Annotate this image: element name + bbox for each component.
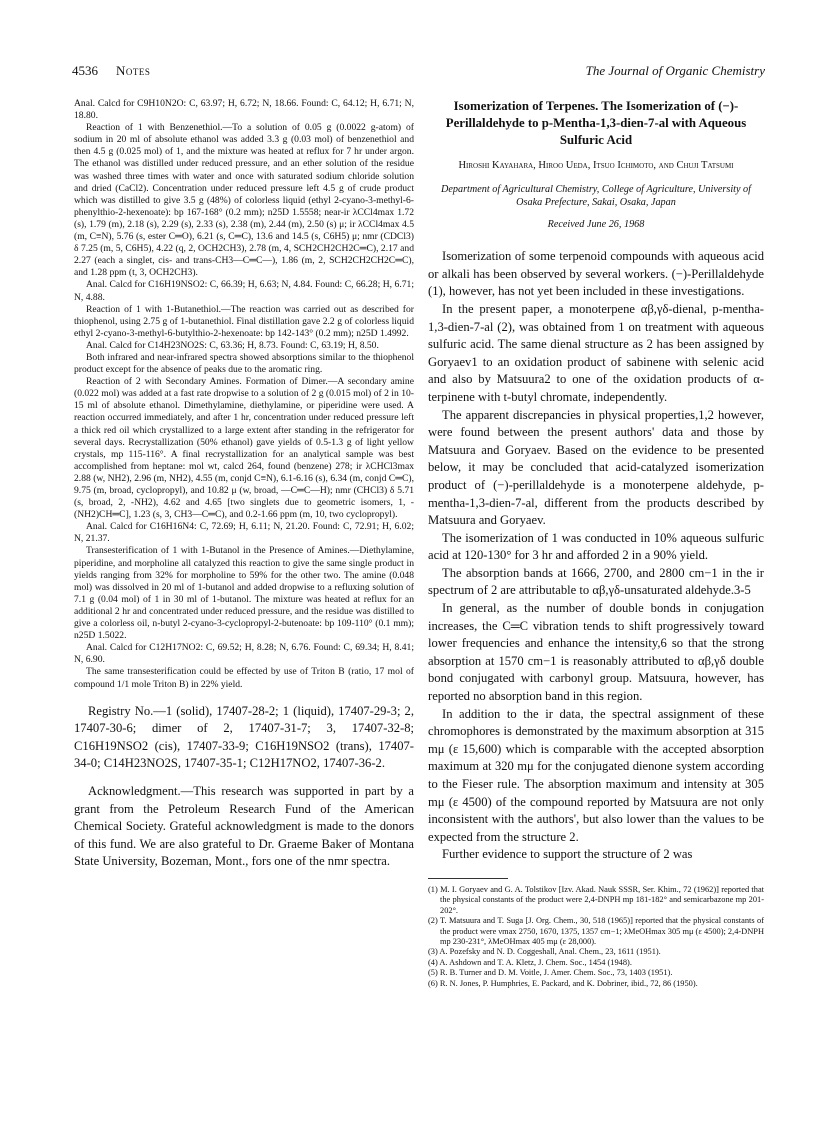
article-title: Isomerization of Terpenes. The Isomerization of (−)-Perillaldehyde to p-Mentha-1,3-dien-7-al with Aqueous Sulfuric Acid [445, 99, 747, 147]
body-paragraph: Further evidence to support the structure of 2 was [442, 847, 693, 862]
article-body [428, 248, 764, 864]
page-number: 4536 [72, 63, 98, 78]
analysis-paragraph: Anal. Calcd for C12H17NO2: C, 69.52; H, 8.28; N, 6.76. Found: C, 69.34; H, 8.41; N, 6.90. [74, 642, 414, 666]
right-column [428, 98, 764, 989]
footnote: (2) T. Matsuura and T. Suga [J. Org. Chem., 30, 518 (1965)] reported that the physical constants of the product were νmax 2750, 1670, 1375, 1357 cm−1; λMeOHmax 305 mμ (ε 4500); 2,4-DNPH mp 230-231°, λMeOHmax 405 mμ (ε 28,000). [428, 916, 764, 946]
registry-text: Registry No.—1 (solid), 17407-28-2; 1 (liquid), 17407-29-3; 2, 17407-30-6; dimer of 2, 17407-31-7; 3, 17407-32-8; C16H19NSO2 (cis), 17407-33-9; C16H19NSO2 (trans), 17407-34-0; C14H23NO2S, 17407-35-1; C12H17NO2, 17407-36-2. [74, 703, 414, 771]
body-paragraph: The apparent discrepancies in physical properties,1,2 however, were found between the present authors' data and those by Matsuura and Goryaev. Based on the evidence to be presented below, it may be concluded that acid-catalyzed isomerization product of (−)-perillaldehyde is a monoterpene aldehyde, p-mentha-1,3-dien-7-al, different from the products described by Matsuura and Goryaev. [428, 407, 764, 528]
experimental-paragraph: Reaction of 2 with Secondary Amines. Formation of Dimer.—A secondary amine (0.022 mol) was added at a fast rate dropwise to a solution of 2 g (0.015 mol) of 2 in 10-15 ml of absolute ethanol. Dimethylamine, diethylamine, or piperidine were used. A reaction occurred immediately, and after 1 hr, concentration under reduced pressure left a thick red oil which crystallized to a large extent after standing in the refrigerator for several days. Recrystallization (50% ethanol) gave yields of 0.5-1.3 g of light yellow crystals, mp 115-116°. A final recrystallization for an analytical sample was best accomplished from heptane: mol wt, calcd 264, found (benzene) 278; ir λCHCl3max 2.88 (w, NH2), 2.96 (m, NH2), 4.55 (m, conjd C≡N), 6.1-6.16 (s), 6.34 (m, conjd C═C), 9.75 (m, broad, cyclopropyl), and 10.82 μ (w, broad, —C═C—H); nmr (CHCl3) δ 5.71 (s, broad, 2, -NH2), 4.62 and 4.65 [two singlets due to geometric isomers, 1, -(NH2)CH═C], 1.23 (s, 3, CH3—C═C), and 0.2-1.66 ppm (m, 10, two cyclopropyl). [74, 376, 414, 521]
experimental-text [74, 98, 414, 691]
registry-numbers [74, 703, 414, 773]
experimental-paragraph: Reaction of 1 with 1-Butanethiol.—The reaction was carried out as described for thiophenol, using 2.75 g of 1-butanethiol. Final distillation gave 2.2 g of colorless liquid ethyl 2-cyano-3-methyl-6-butylthio-2-hexenoate: bp 142-143° (0.2 mm); n25D 1.4992. [74, 303, 414, 339]
experimental-paragraph: Reaction of 1 with Benzenethiol.—To a solution of 0.05 g (0.0022 g-atom) of sodium in 20 ml of absolute ethanol was added 3.3 g (0.03 mol) of benzenethiol and then 4.5 g (0.025 mol) of 1, and the mixture was heated at reflux for 7 hr under argon. The ethanol was distilled under reduced pressure, and an ether solution of the residue was washed three times with water and once with saturated sodium chloride solution and dried (CaCl2). Concentration under reduced pressure left 4.5 g of crude product which was distilled to give 3.5 g (48%) of colorless liquid (ethyl 2-cyano-3-methyl-6-phenylthio-2-hexenoate): bp 167-168° (0.2 mm); n25D 1.5558; near-ir λCCl4max 1.72 (s), 1.79 (m), 2.18 (s), 2.29 (s), 2.33 (s), 2.38 (m), 2.44 (m), 2.50 (s) μ; ir λCCl4max 4.5 (m, C≡N), 5.76 (s, ester C═O), 6.21 (s, C═C), 13.6 and 14.5 (s, C6H5) μ; nmr (CDCl3) δ 7.25 (m, 5, C6H5), 4.22 (q, 2, OCH2CH3), 2.78 (m, 4, SCH2CH2CH2C═C), 2.17 and 2.27 (each a singlet, cis- and trans-CH3—C═C—), 1.86 (m, 2, SCH2CH2CH2C═C), and 1.28 ppm (t, 3, OCH2CH3). [74, 122, 414, 279]
footnote: (1) M. I. Goryaev and G. A. Tolstikov [Izv. Akad. Nauk SSSR, Ser. Khim., 72 (1962)] reported that the physical constants of the product were 2,4-DNPH mp 181-182° and semicarbazone mp 201-202°. [428, 884, 764, 915]
footnote: (3) A. Pozefsky and N. D. Coggeshall, Anal. Chem., 23, 1611 (1951). [428, 947, 661, 957]
body-paragraph: Isomerization of some terpenoid compounds with aqueous acid or alkali has been observed by several workers. (−)-Perillaldehyde (1), however, has not yet been included in these investigations. [428, 249, 764, 299]
experimental-paragraph: Transesterification of 1 with 1-Butanol in the Presence of Amines.—Diethylamine, piperidine, and morpholine all catalyzed this reaction to give the same single product in yields ranging from 32% for morpholine to 59% for the other two. The amine (0.048 mol) was dissolved in 20 ml of 1-butanol and added dropwise to a refluxing solution of 7.1 g (0.04 mol) of 1 in 30 ml of 1-butanol. The mixture was heated at reflux for an additional 2 hr and concentrated under reduced pressure, and the residue was distilled to give a colorless oil, n-butyl 2-cyano-3-cyclopropyl-2-butenoate: bp 109-110° (0.1 mm); n25D 1.5022. [74, 545, 414, 642]
footnote: (5) R. B. Turner and D. M. Voitle, J. Amer. Chem. Soc., 73, 1403 (1951). [428, 968, 673, 978]
footnote: (4) A. Ashdown and T. A. Kletz, J. Chem. Soc., 1454 (1948). [428, 957, 632, 967]
journal-name: The Journal of Organic Chemistry [585, 63, 765, 78]
running-header [72, 63, 765, 83]
analysis-paragraph: Anal. Calcd for C9H10N2O: C, 63.97; H, 6.72; N, 18.66. Found: C, 64.12; H, 6.71; N, 18.80. [74, 98, 414, 122]
body-paragraph: The isomerization of 1 was conducted in 10% aqueous sulfuric acid at 120-130° for 3 hr and afforded 2 in a 90% yield. [428, 530, 764, 563]
body-paragraph: In general, as the number of double bonds in conjugation increases, the C═C vibration tends to shift progressively toward lower frequencies and enhance the intensity,6 so that the strong absorption at 1570 cm−1 is reasonably attributed to αβ,γδ double bond conjugated with carbonyl group. Matsuura, however, has reported no absorption band in this region. [428, 601, 764, 704]
body-paragraph: The absorption bands at 1666, 2700, and 2800 cm−1 in the ir spectrum of 2 are attributable to αβ,γδ-unsaturated aldehyde.3-5 [428, 565, 764, 598]
article-authors: Hiroshi Kayahara, Hiroo Ueda, Itsuo Ichimoto, and Chuji Tatsumi [458, 160, 734, 171]
footnote-divider [428, 878, 508, 879]
footnote: (6) R. N. Jones, P. Humphries, E. Packard, and K. Dobriner, ibid., 72, 86 (1950). [428, 978, 698, 988]
analysis-paragraph: Anal. Calcd for C16H19NSO2: C, 66.39; H, 6.63; N, 4.84. Found: C, 66.28; H, 6.71; N, 4.88. [74, 279, 414, 303]
analysis-paragraph: Anal. Calcd for C14H23NO2S: C, 63.36; H, 8.73. Found: C, 63.19; H, 8.50. [86, 339, 379, 351]
body-paragraph: In addition to the ir data, the spectral assignment of these chromophores is demonstrated by the maximum absorption at 315 mμ (ε 15,600) which is comparable with the accepted absorption maximum at 320 mμ for the conjugated dienone system according to the Fieser rule. The absorption maximum and intensity at 305 mμ (ε 4500) of the compound reported by Matsuura are not only inconsistent with the authors', but also lower than the values to be expected from the structure 2. [428, 706, 764, 844]
author-affiliation: Department of Agricultural Chemistry, College of Agriculture, University of Osaka Prefecture, Sakai, Osaka, Japan [441, 184, 751, 208]
received-date: Received June 26, 1968 [547, 219, 645, 231]
footnotes [428, 885, 764, 989]
body-paragraph: In the present paper, a monoterpene αβ,γδ-dienal, p-mentha-1,3-dien-7-al (2), was obtained from 1 on treatment with aqueous sulfuric acid. The same dienal structure as 2 has been assigned by Goryaev1 to an oxidation product of sabinene with selenic acid and also by Matsuura2 to one of the oxidation products of α-terpinene with t-butyl chromate, independently. [428, 301, 764, 404]
acknowledgment-section [74, 783, 414, 871]
experimental-paragraph: The same transesterification could be effected by use of Triton B (ratio, 17 mol of compound 1/1 mole Triton B) in 22% yield. [74, 666, 414, 690]
analysis-paragraph: Anal. Calcd for C16H16N4: C, 72.69; H, 6.11; N, 21.20. Found: C, 72.91; H, 6.02; N, 21.37. [74, 521, 414, 545]
acknowledgment-text: Acknowledgment.—This research was supported in part by a grant from the Petroleum Research Fund of the American Chemical Society. Grateful acknowledgment is made to the donors of this fund. We are also grateful to Dr. Graeme Baker of Montana State University, Bozeman, Mont., fors one of the nmr spectra. [74, 783, 414, 869]
left-column [74, 98, 414, 871]
experimental-paragraph: Both infrared and near-infrared spectra showed absorptions similar to the thiophenol product except for the absence of peaks due to the aromatic ring. [74, 351, 414, 376]
section-name: Notes [116, 63, 151, 78]
